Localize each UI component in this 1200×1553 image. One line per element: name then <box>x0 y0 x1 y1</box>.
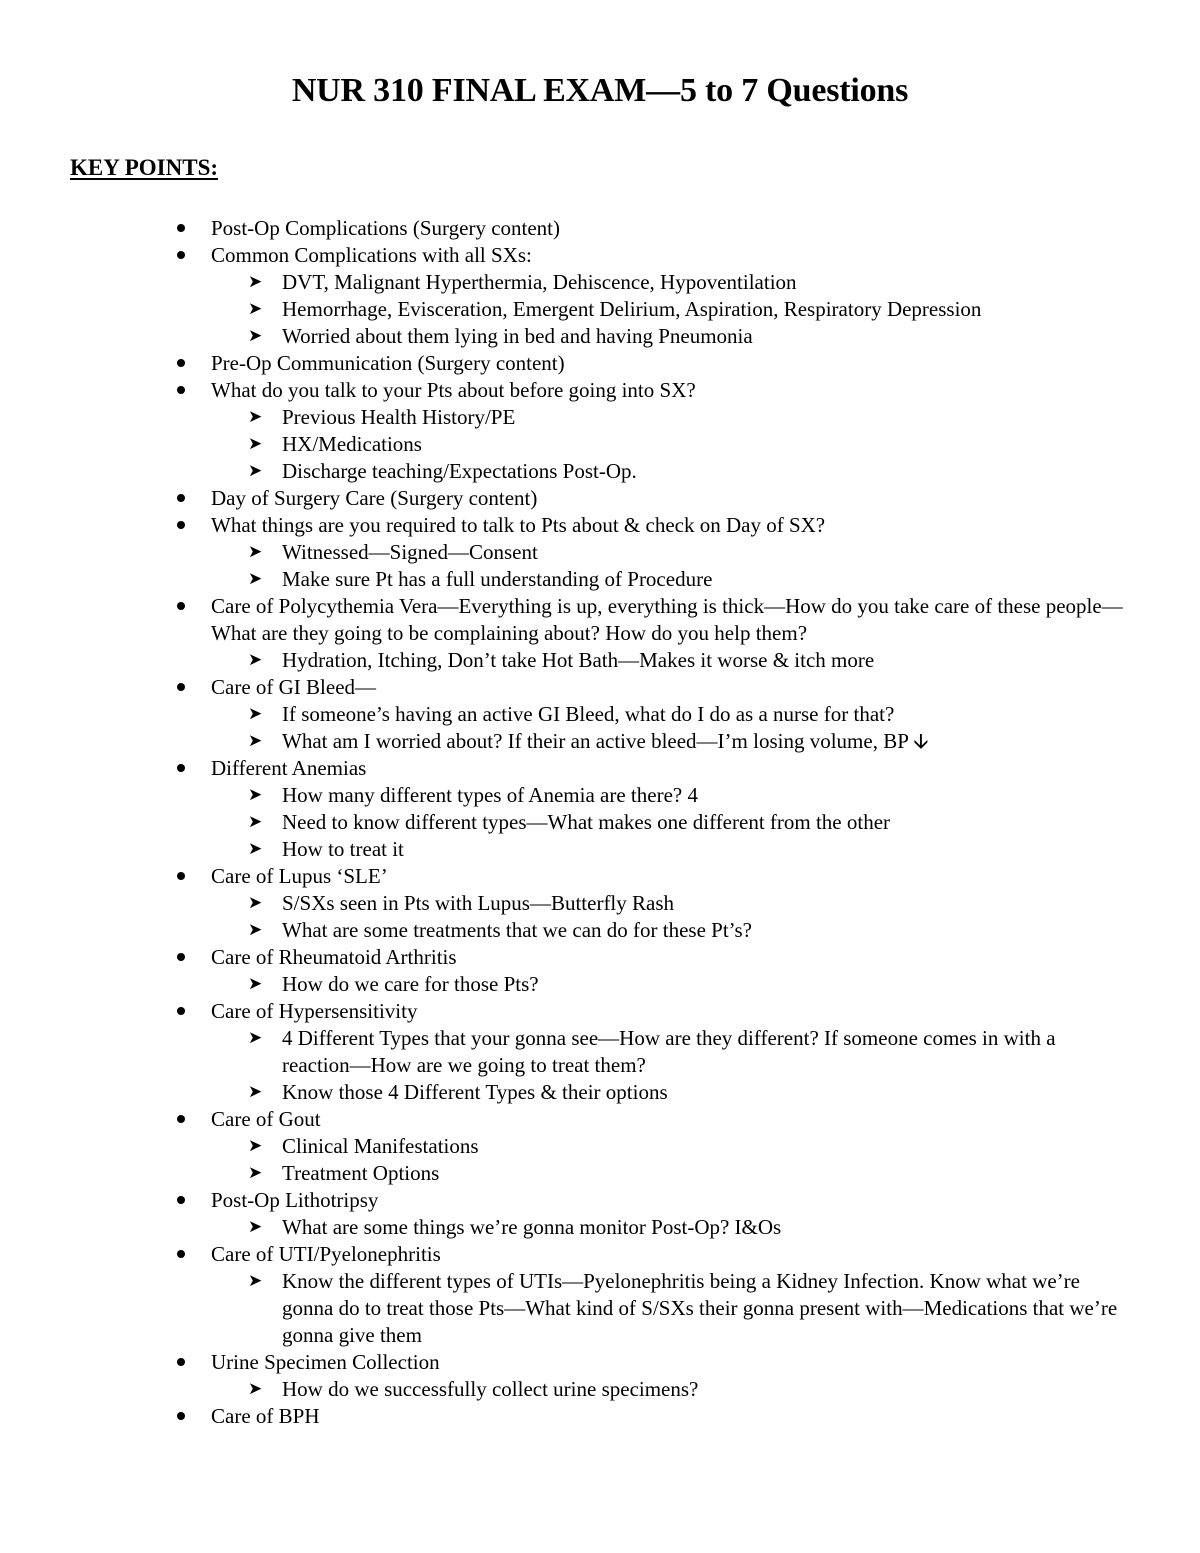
list-item <box>0 944 1200 971</box>
sub-list-item-text: Worried about them lying in bed and having Pneumonia <box>282 324 753 348</box>
list-item-text: Urine Specimen Collection <box>211 1350 440 1374</box>
sub-list-item <box>0 1025 1200 1079</box>
arrowhead-right-icon: ➤ <box>248 1136 263 1156</box>
sub-list-item-text: How do we care for those Pts? <box>282 972 539 996</box>
list-item <box>0 485 1200 512</box>
arrowhead-right-icon: ➤ <box>248 839 263 859</box>
sub-list-item <box>0 539 1200 566</box>
arrowhead-right-icon: ➤ <box>248 1082 263 1102</box>
sub-list-item <box>0 701 1200 728</box>
bullet-dot-icon <box>174 242 188 269</box>
sub-list-item <box>0 1079 1200 1106</box>
list-item <box>0 1187 1200 1214</box>
list-item-text: Post-Op Lithotripsy <box>211 1188 379 1212</box>
arrowhead-right-icon: ➤ <box>248 326 263 346</box>
sub-list-item-text: What are some treatments that we can do for these Pt’s? <box>282 918 752 942</box>
sub-list-item-text: DVT, Malignant Hyperthermia, Dehiscence, Hypoventilation <box>282 270 797 294</box>
bullet-dot-icon <box>174 674 188 701</box>
sub-list-item <box>0 917 1200 944</box>
list-item-text: What things are you required to talk to Pts about & check on Day of SX? <box>211 513 826 537</box>
sub-list-item <box>0 809 1200 836</box>
sub-list-item-text: HX/Medications <box>282 432 422 456</box>
sub-list-item <box>0 323 1200 350</box>
sub-list-item-text: Know those 4 Different Types & their options <box>282 1080 668 1104</box>
sub-list-item-text: How many different types of Anemia are there? 4 <box>282 783 698 807</box>
arrowhead-right-icon: ➤ <box>248 731 263 751</box>
sub-list-item <box>0 1214 1200 1241</box>
bullet-dot-icon <box>174 1106 188 1133</box>
list-item-text: Pre-Op Communication (Surgery content) <box>211 351 565 375</box>
list-item-text: Care of Hypersensitivity <box>211 999 418 1023</box>
list-item-text: Care of Gout <box>211 1107 321 1131</box>
arrowhead-right-icon: ➤ <box>248 299 263 319</box>
sub-list-item-text: Previous Health History/PE <box>282 405 516 429</box>
list-item <box>0 1106 1200 1133</box>
list-item-text: Care of UTI/Pyelonephritis <box>211 1242 441 1266</box>
list-item-text: Day of Surgery Care (Surgery content) <box>211 486 538 510</box>
bullet-dot-icon <box>174 215 188 242</box>
bullet-dot-icon <box>174 1241 188 1268</box>
list-item-text: Different Anemias <box>211 756 367 780</box>
arrowhead-right-icon: ➤ <box>248 1271 263 1291</box>
sub-list-item-text: If someone’s having an active GI Bleed, what do I do as a nurse for that? <box>282 702 895 726</box>
key-points-list <box>0 215 1200 1430</box>
key-points-heading: KEY POINTS: <box>70 155 219 180</box>
list-item-text: Care of Polycythemia Vera—Everything is up, everything is thick—How do you take care of these people—What are they going to be complaining about? How do you help them? <box>211 594 1123 645</box>
arrowhead-right-icon: ➤ <box>248 461 263 481</box>
list-item-text: What do you talk to your Pts about before going into SX? <box>211 378 696 402</box>
list-item <box>0 512 1200 539</box>
bullet-dot-icon <box>174 1187 188 1214</box>
list-item <box>0 755 1200 782</box>
sub-list-item-text: Clinical Manifestations <box>282 1134 479 1158</box>
sub-list-item <box>0 296 1200 323</box>
sub-list-item-text: Know the different types of UTIs—Pyelonephritis being a Kidney Infection. Know what we’re gonna do to treat those Pts—What kind of S/SXs their gonna present with—Medications that we’re gonna give them <box>282 1269 1118 1347</box>
arrowhead-right-icon: ➤ <box>248 434 263 454</box>
sub-list-item-text: Treatment Options <box>282 1161 440 1185</box>
sub-list-item <box>0 431 1200 458</box>
sub-list-item <box>0 782 1200 809</box>
bullet-dot-icon <box>174 863 188 890</box>
bullet-dot-icon <box>174 1349 188 1376</box>
arrowhead-right-icon: ➤ <box>248 785 263 805</box>
list-item <box>0 377 1200 404</box>
sub-list-item <box>0 1268 1200 1349</box>
sub-list-item-text: S/SXs seen in Pts with Lupus—Butterfly Rash <box>282 891 675 915</box>
sub-list-item-text: How to treat it <box>282 837 404 861</box>
arrowhead-right-icon: ➤ <box>248 704 263 724</box>
list-item-text: Care of Rheumatoid Arthritis <box>211 945 457 969</box>
bullet-dot-icon <box>174 512 188 539</box>
sub-list-item <box>0 1133 1200 1160</box>
list-item <box>0 593 1200 647</box>
list-item <box>0 674 1200 701</box>
arrowhead-right-icon: ➤ <box>248 569 263 589</box>
bullet-dot-icon <box>174 1403 188 1430</box>
bullet-dot-icon <box>174 755 188 782</box>
bullet-dot-icon <box>174 944 188 971</box>
list-item-text: Care of GI Bleed— <box>211 675 377 699</box>
list-item <box>0 1403 1200 1430</box>
list-item <box>0 1241 1200 1268</box>
arrowhead-right-icon: ➤ <box>248 1028 263 1048</box>
sub-list-item <box>0 404 1200 431</box>
sub-list-item-text: Hemorrhage, Evisceration, Emergent Delirium, Aspiration, Respiratory Depression <box>282 297 982 321</box>
sub-list-item-text: Hydration, Itching, Don’t take Hot Bath—Makes it worse & itch more <box>282 648 875 672</box>
document-title: NUR 310 FINAL EXAM—5 to 7 Questions <box>291 72 909 109</box>
list-item <box>0 215 1200 242</box>
arrowhead-right-icon: ➤ <box>248 974 263 994</box>
sub-list-item <box>0 836 1200 863</box>
sub-list-item <box>0 1160 1200 1187</box>
arrowhead-right-icon: ➤ <box>248 812 263 832</box>
sub-list-item-text: Make sure Pt has a full understanding of Procedure <box>282 567 713 591</box>
sub-list-item <box>0 647 1200 674</box>
arrowhead-right-icon: ➤ <box>248 1379 263 1399</box>
list-item <box>0 998 1200 1025</box>
arrowhead-right-icon: ➤ <box>248 893 263 913</box>
sub-list-item <box>0 890 1200 917</box>
list-item <box>0 350 1200 377</box>
sub-list-item <box>0 566 1200 593</box>
list-item <box>0 1349 1200 1376</box>
sub-list-item <box>0 269 1200 296</box>
list-item-text: Post-Op Complications (Surgery content) <box>211 216 560 240</box>
arrowhead-right-icon: ➤ <box>248 272 263 292</box>
arrowhead-right-icon: ➤ <box>248 542 263 562</box>
list-item-text: Care of BPH <box>211 1404 320 1428</box>
sub-list-item-text: Witnessed—Signed—Consent <box>282 540 538 564</box>
bullet-dot-icon <box>174 377 188 404</box>
list-item-text: Care of Lupus ‘SLE’ <box>211 864 388 888</box>
sub-list-item-text: Discharge teaching/Expectations Post-Op. <box>282 459 637 483</box>
sub-list-item <box>0 458 1200 485</box>
list-item <box>0 242 1200 269</box>
list-item <box>0 863 1200 890</box>
arrowhead-right-icon: ➤ <box>248 1163 263 1183</box>
sub-list-item <box>0 971 1200 998</box>
bullet-dot-icon <box>174 593 188 620</box>
sub-list-item-text: How do we successfully collect urine specimens? <box>282 1377 699 1401</box>
arrowhead-right-icon: ➤ <box>248 1217 263 1237</box>
arrowhead-right-icon: ➤ <box>248 407 263 427</box>
sub-list-item <box>0 728 1200 755</box>
arrowhead-right-icon: ➤ <box>248 920 263 940</box>
list-item-text: Common Complications with all SXs: <box>211 243 532 267</box>
bullet-dot-icon <box>174 485 188 512</box>
sub-list-item-text: What are some things we’re gonna monitor Post-Op? I&Os <box>282 1215 782 1239</box>
sub-list-item-text: What am I worried about? If their an active bleed—I’m losing volume, BP 🡫 <box>282 729 929 753</box>
sub-list-item-text: 4 Different Types that your gonna see—How are they different? If someone comes in with a reaction—How are we going to treat them? <box>282 1026 1056 1077</box>
sub-list-item-text: Need to know different types—What makes one different from the other <box>282 810 891 834</box>
bullet-dot-icon <box>174 350 188 377</box>
sub-list-item <box>0 1376 1200 1403</box>
bullet-dot-icon <box>174 998 188 1025</box>
arrowhead-right-icon: ➤ <box>248 650 263 670</box>
